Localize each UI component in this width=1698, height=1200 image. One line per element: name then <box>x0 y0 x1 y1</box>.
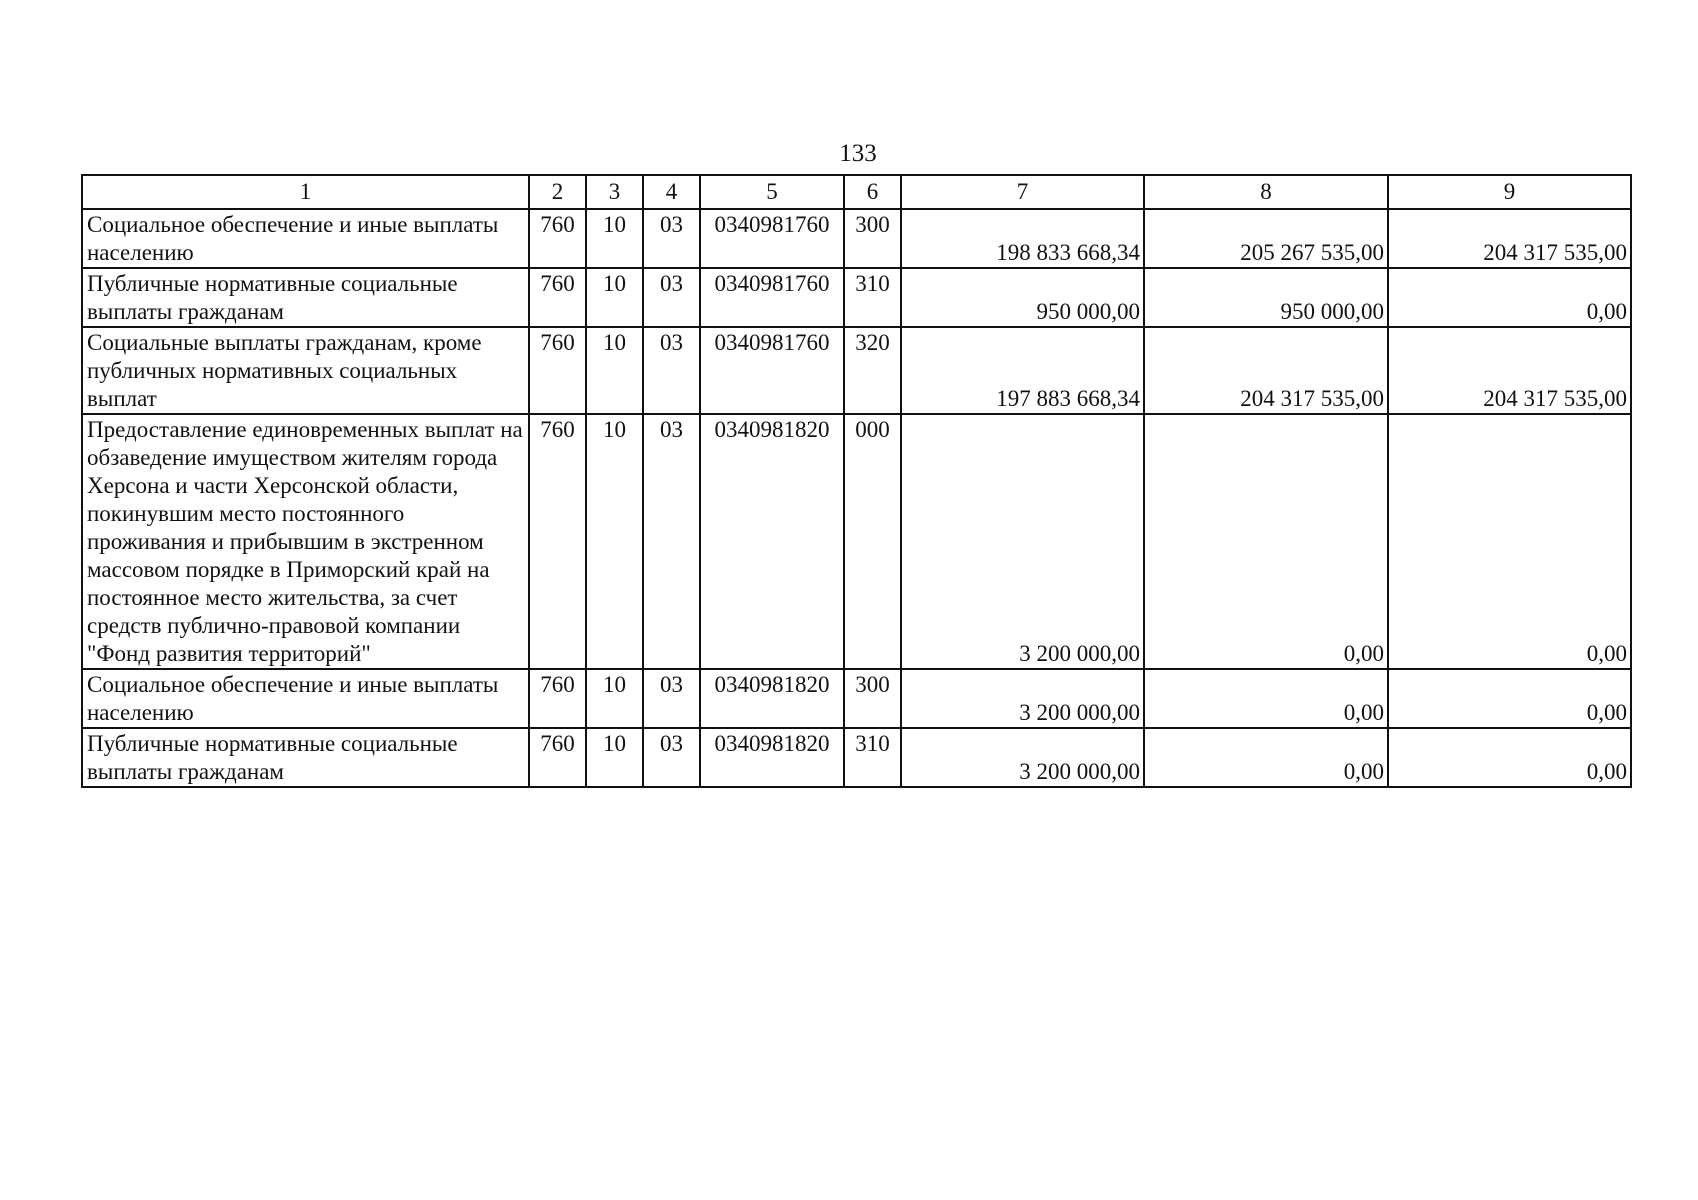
row-code-2: 760 <box>529 669 586 728</box>
row-amount-7: 3 200 000,00 <box>901 414 1144 669</box>
row-amount-7: 3 200 000,00 <box>901 728 1144 787</box>
row-code-2: 760 <box>529 728 586 787</box>
row-code-3: 10 <box>586 414 643 669</box>
row-name: Публичные нормативные социальные выплаты гражданам <box>82 728 529 787</box>
row-code-6: 300 <box>844 669 901 728</box>
column-header: 7 <box>901 175 1144 209</box>
row-amount-8: 0,00 <box>1144 414 1388 669</box>
row-code-3: 10 <box>586 327 643 414</box>
row-code-6: 000 <box>844 414 901 669</box>
column-header: 2 <box>529 175 586 209</box>
column-header: 4 <box>643 175 700 209</box>
table-row <box>82 728 1631 787</box>
row-code-2: 760 <box>529 268 586 327</box>
row-code-4: 03 <box>643 209 700 268</box>
row-code-5: 0340981760 <box>700 268 844 327</box>
row-code-5: 0340981760 <box>700 327 844 414</box>
row-name: Предоставление единовременных выплат на обзаведение имуществом жителям города Херсона и части Херсонской области, покинувшим место постоянного проживания и прибывшим в экстренном массовом порядке в Приморский край на постоянное место жительства, за счет средств публично-правовой компании "Фонд развития территорий" <box>82 414 529 669</box>
row-amount-7: 197 883 668,34 <box>901 327 1144 414</box>
page-number: 133 <box>839 140 877 167</box>
row-name: Публичные нормативные социальные выплаты гражданам <box>82 268 529 327</box>
row-code-5: 0340981820 <box>700 669 844 728</box>
row-amount-8: 204 317 535,00 <box>1144 327 1388 414</box>
row-amount-9: 204 317 535,00 <box>1388 327 1631 414</box>
row-code-4: 03 <box>643 268 700 327</box>
row-amount-9: 0,00 <box>1388 728 1631 787</box>
column-header: 3 <box>586 175 643 209</box>
row-code-4: 03 <box>643 414 700 669</box>
column-header: 8 <box>1144 175 1388 209</box>
row-amount-9: 204 317 535,00 <box>1388 209 1631 268</box>
row-code-3: 10 <box>586 268 643 327</box>
row-code-3: 10 <box>586 669 643 728</box>
row-amount-9: 0,00 <box>1388 268 1631 327</box>
row-amount-9: 0,00 <box>1388 414 1631 669</box>
row-amount-8: 0,00 <box>1144 728 1388 787</box>
row-name: Социальное обеспечение и иные выплаты населению <box>82 209 529 268</box>
row-amount-7: 950 000,00 <box>901 268 1144 327</box>
row-amount-8: 0,00 <box>1144 669 1388 728</box>
row-code-5: 0340981760 <box>700 209 844 268</box>
row-amount-7: 198 833 668,34 <box>901 209 1144 268</box>
row-code-5: 0340981820 <box>700 414 844 669</box>
row-code-6: 310 <box>844 268 901 327</box>
row-amount-7: 3 200 000,00 <box>901 669 1144 728</box>
table-row <box>82 209 1631 268</box>
header-row <box>82 175 1631 209</box>
row-name: Социальное обеспечение и иные выплаты населению <box>82 669 529 728</box>
row-code-4: 03 <box>643 327 700 414</box>
table-row <box>82 327 1631 414</box>
row-code-2: 760 <box>529 327 586 414</box>
column-header: 1 <box>82 175 529 209</box>
row-code-6: 310 <box>844 728 901 787</box>
row-code-5: 0340981820 <box>700 728 844 787</box>
row-amount-9: 0,00 <box>1388 669 1631 728</box>
table-row <box>82 268 1631 327</box>
column-header: 6 <box>844 175 901 209</box>
row-code-3: 10 <box>586 728 643 787</box>
row-code-2: 760 <box>529 414 586 669</box>
row-code-4: 03 <box>643 669 700 728</box>
row-code-6: 300 <box>844 209 901 268</box>
table-row <box>82 414 1631 669</box>
column-header: 5 <box>700 175 844 209</box>
row-code-3: 10 <box>586 209 643 268</box>
row-code-2: 760 <box>529 209 586 268</box>
row-code-4: 03 <box>643 728 700 787</box>
column-header: 9 <box>1388 175 1631 209</box>
row-code-6: 320 <box>844 327 901 414</box>
row-name: Социальные выплаты гражданам, кроме публичных нормативных социальных выплат <box>82 327 529 414</box>
budget-table <box>81 174 1632 788</box>
row-amount-8: 950 000,00 <box>1144 268 1388 327</box>
row-amount-8: 205 267 535,00 <box>1144 209 1388 268</box>
table-row <box>82 669 1631 728</box>
